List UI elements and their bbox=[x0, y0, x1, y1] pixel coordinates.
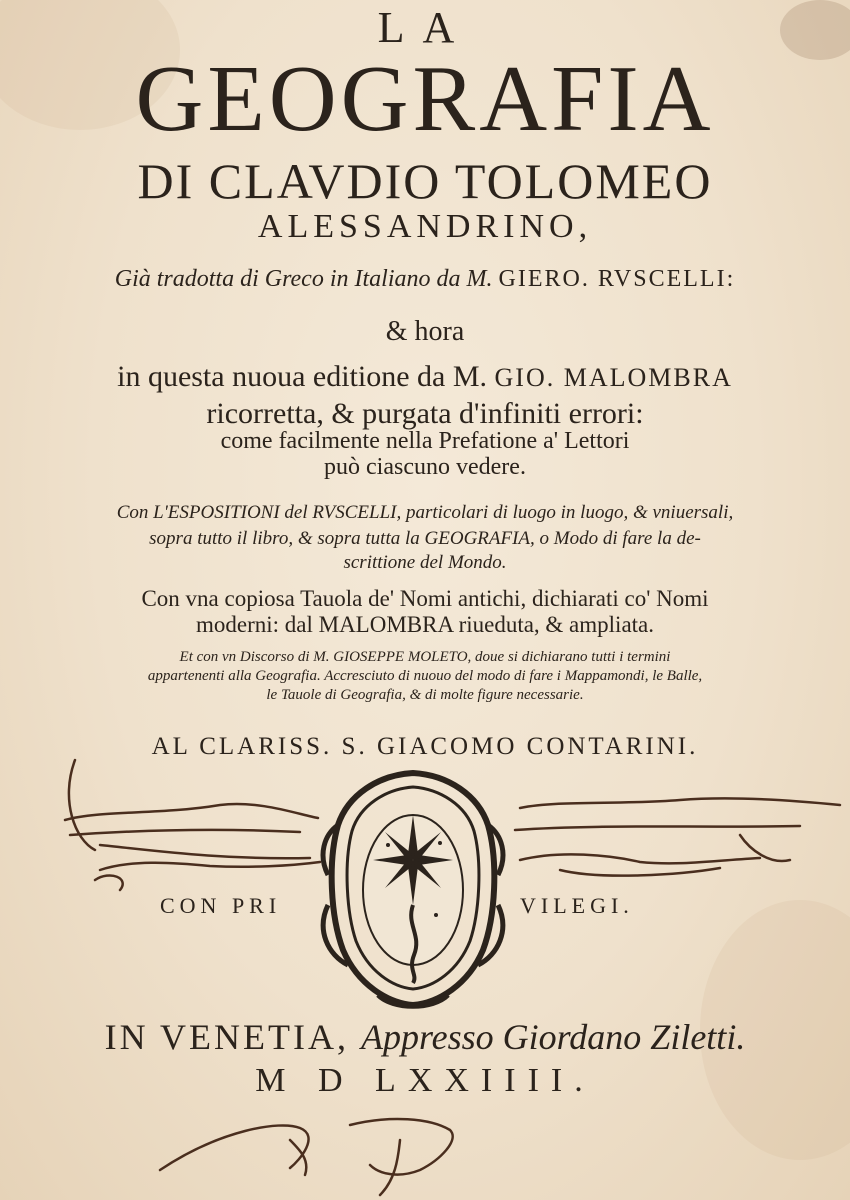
expositions-line-1: Con L'ESPOSITIONI del RVSCELLI, particolari di luogo in luogo, & vniuersali, bbox=[116, 502, 734, 523]
and-now-line: & hora bbox=[385, 316, 465, 347]
discourse-line-3: le Tauole di Geografia, & di molte figure necessarie. bbox=[266, 687, 584, 703]
expositions-line-2: sopra tutto il libro, & sopra tutta la GEOGRAFIA, o Modo di fare la de- bbox=[149, 528, 701, 549]
author-origin: ALESSANDRINO, bbox=[257, 208, 593, 245]
translator-line bbox=[0, 266, 850, 293]
index-line-1: Con vna copiosa Tauola de' Nomi antichi, dichiarati co' Nomi bbox=[141, 586, 709, 611]
expositions-line-3: scrittione del Mondo. bbox=[343, 552, 507, 573]
privilege-left: CON PRI bbox=[160, 893, 282, 918]
discourse-line-2: appartenenti alla Geografia. Accresciuto di nuouo del modo di fare i Mappamondi, le Balle, bbox=[147, 668, 703, 684]
edition-line bbox=[0, 360, 850, 394]
translator-text: Già tradotta di Greco in Italiano da M. bbox=[114, 266, 493, 292]
imprint-date: M D LXXIIII. bbox=[255, 1062, 595, 1099]
translator-name: GIERO. RVSCELLI: bbox=[498, 266, 736, 292]
imprint-place: IN VENETIA, bbox=[104, 1017, 349, 1057]
preface-line: come facilmente nella Prefatione a' Lettori bbox=[220, 428, 630, 454]
printer-device-icon bbox=[318, 765, 508, 1010]
index-line-2: moderni: dal MALOMBRA riueduta, & ampliata. bbox=[195, 612, 654, 637]
title-article: LA bbox=[377, 3, 473, 52]
corrected-line: ricorretta, & purgata d'infiniti errori: bbox=[206, 397, 644, 430]
editor-name: GIO. MALOMBRA bbox=[494, 363, 733, 392]
dedication-line: AL CLARISS. S. GIACOMO CONTARINI. bbox=[151, 733, 699, 760]
edition-text: in questa nuoua editione da M. bbox=[117, 360, 488, 393]
author-line: DI CLAVDIO TOLOMEO bbox=[137, 153, 713, 209]
imprint-line bbox=[0, 1016, 850, 1058]
see-line: può ciascuno vedere. bbox=[324, 454, 526, 480]
main-title: GEOGRAFIA bbox=[135, 47, 715, 151]
privilege-right: VILEGI. bbox=[520, 893, 634, 918]
imprint-printer: Appresso Giordano Ziletti. bbox=[360, 1017, 746, 1057]
discourse-line-1: Et con vn Discorso di M. GIOSEPPE MOLETO, doue si dichiarano tutti i termini bbox=[179, 649, 671, 665]
